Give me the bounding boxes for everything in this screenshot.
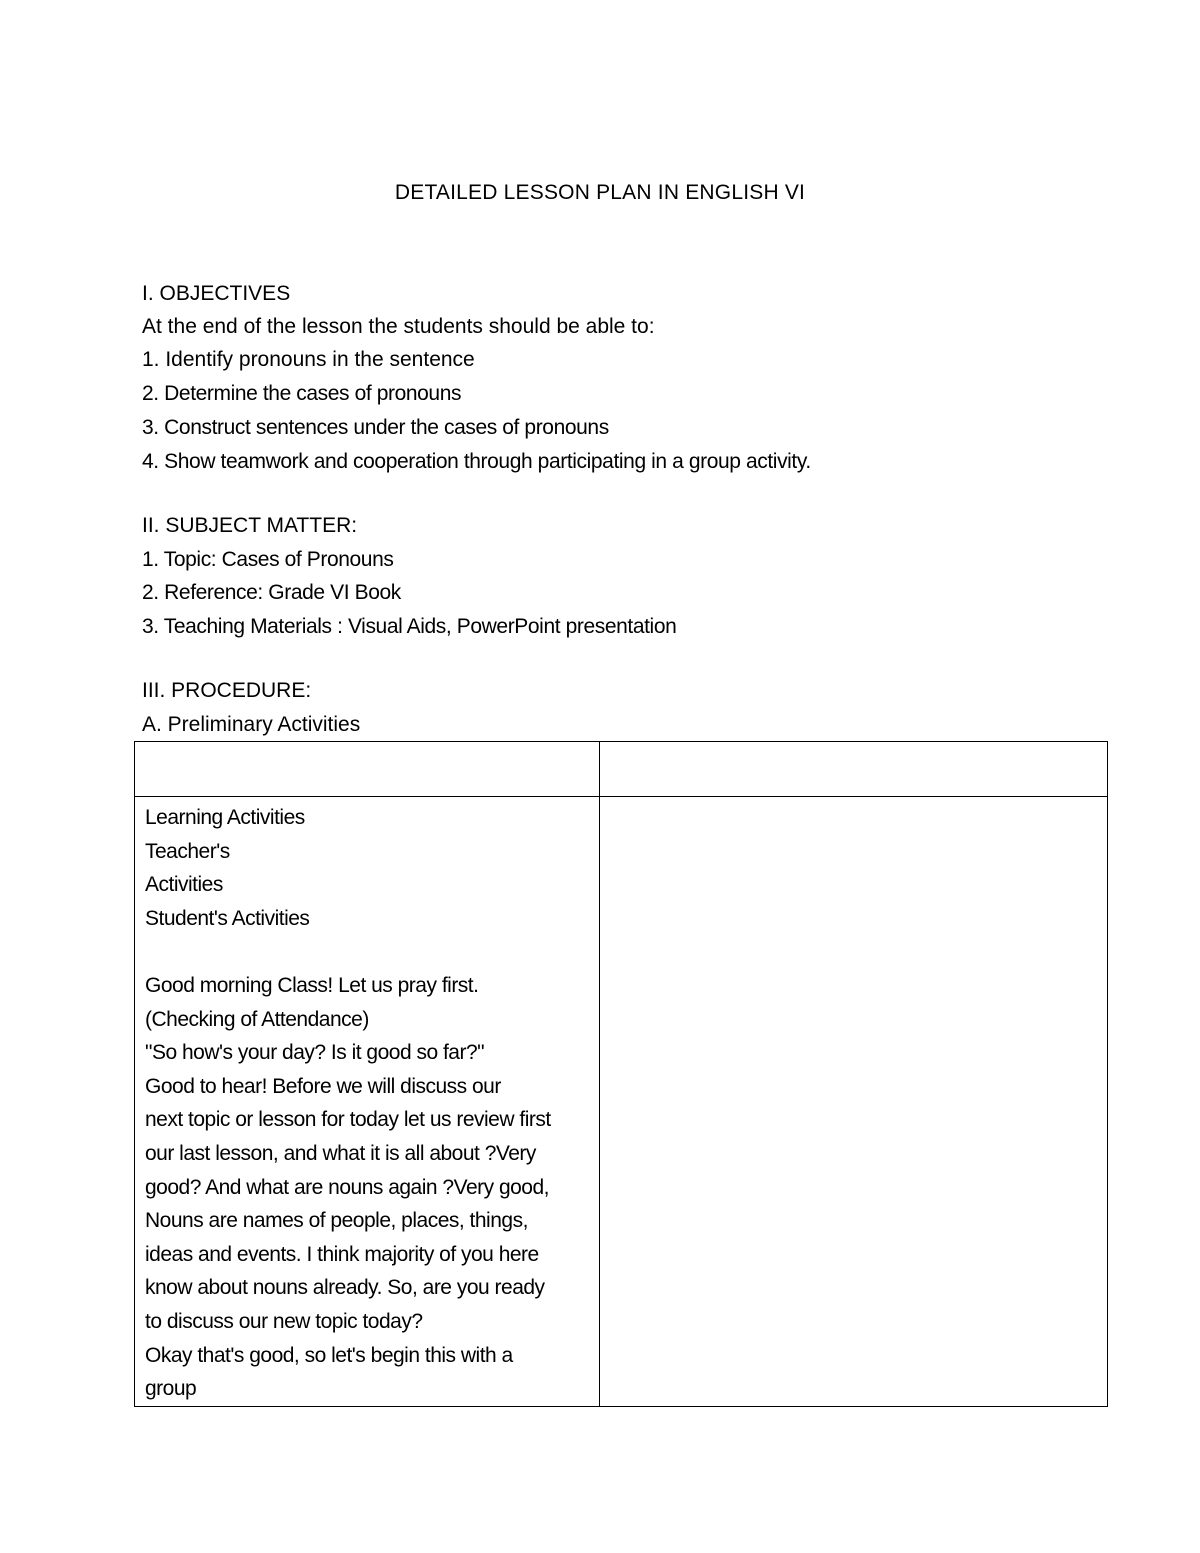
activity-line: ideas and events. I think majority of you here	[145, 1242, 539, 1266]
table-header-cell-left	[135, 742, 600, 797]
document-title: DETAILED LESSON PLAN IN ENGLISH VI	[394, 181, 806, 204]
objective-item: 4. Show teamwork and cooperation through participating in a group activity.	[142, 450, 811, 473]
table-row	[135, 797, 1108, 1407]
activity-line: Activities	[145, 873, 223, 897]
activity-line: our last lesson, and what it is all about ?Very	[145, 1141, 536, 1165]
activity-line: Nouns are names of people, places, things,	[145, 1209, 528, 1233]
subject-matter-item: 3. Teaching Materials : Visual Aids, PowerPoint presentation	[142, 615, 677, 638]
objective-item: 3. Construct sentences under the cases of pronouns	[142, 416, 609, 439]
activity-line: to discuss our new topic today?	[145, 1309, 423, 1333]
subject-matter-heading: II. SUBJECT MATTER:	[142, 514, 358, 537]
activity-line	[145, 935, 589, 969]
student-activities-cell	[600, 797, 1108, 1407]
activity-line: good? And what are nouns again ?Very good,	[145, 1175, 550, 1199]
procedure-heading: III. PROCEDURE:	[142, 679, 312, 702]
learning-activities-text	[135, 797, 599, 1406]
activity-line: next topic or lesson for today let us review first	[145, 1108, 551, 1132]
activity-line: Teacher's	[145, 839, 230, 863]
activity-line: Good morning Class! Let us pray first.	[145, 973, 479, 997]
learning-activities-cell	[135, 797, 600, 1407]
activity-line: "So how's your day? Is it good so far?"	[145, 1041, 485, 1065]
subject-matter-item: 1. Topic: Cases of Pronouns	[142, 548, 394, 571]
activity-line: know about nouns already. So, are you ready	[145, 1276, 545, 1300]
objectives-heading: I. OBJECTIVES	[142, 282, 291, 305]
activity-line: group	[145, 1377, 197, 1401]
activity-line: Learning Activities	[145, 806, 305, 829]
activity-line: Student's Activities	[145, 906, 310, 930]
activity-line: Good to hear! Before we will discuss our	[145, 1074, 501, 1098]
subject-matter-item: 2. Reference: Grade VI Book	[142, 581, 401, 604]
activity-line: Okay that's good, so let's begin this with a	[145, 1343, 513, 1367]
procedure-subheading: A. Preliminary Activities	[142, 713, 361, 736]
preliminary-activities-table	[134, 741, 1108, 1407]
objective-item: 2. Determine the cases of pronouns	[142, 382, 462, 405]
objective-item: 1. Identify pronouns in the sentence	[142, 348, 475, 371]
table-header-cell-right	[600, 742, 1108, 797]
objectives-intro: At the end of the lesson the students should be able to:	[142, 315, 655, 338]
activity-line: (Checking of Attendance)	[145, 1007, 369, 1031]
table-header-row	[135, 742, 1108, 797]
